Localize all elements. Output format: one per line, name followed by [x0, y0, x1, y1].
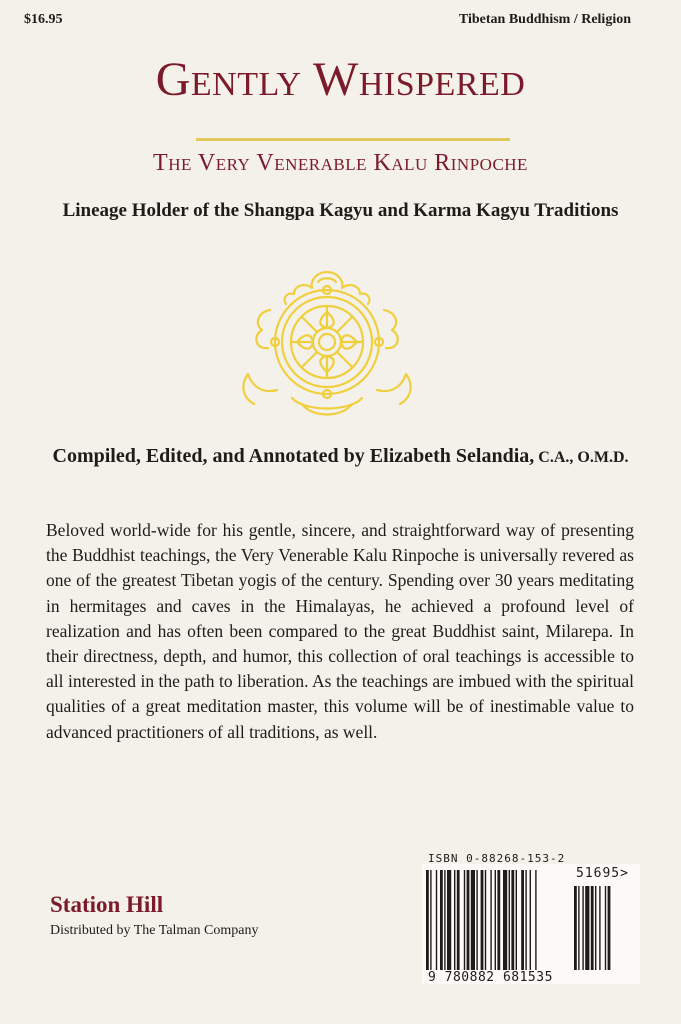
author-name: The Very Venerable Kalu Rinpoche [153, 150, 528, 176]
publisher-name: Station Hill [50, 892, 164, 917]
distributor-line: Distributed by The Talman Company [50, 923, 259, 938]
compiled-by-credit [0, 445, 681, 468]
price-addon-digits: 51695> [576, 866, 629, 881]
compiled-by-text: Compiled, Edited, and Annotated by Elizabeth Selandia, [52, 445, 535, 467]
compiler-credentials: C.A., O.M.D. [534, 449, 629, 466]
title-underline [196, 138, 510, 141]
dharma-wheel-icon [232, 262, 422, 422]
book-description: Beloved world-wide for his gentle, sincere, and straightforward way of presenting the Buddhist teachings, the Very Venerable Kalu Rinpoche is universally revered as one of the greatest Tibetan yogis of the century. Spending over 30 years meditating in hermitages and caves in the Himalayas, he achieved a profound level of realization and has often been compared to the great Buddhist saint, Milarepa. In their directness, depth, and humor, this collection of oral teachings is accessible to all interested in the path to liberation. As the teachings are imbued with the spiritual qualities of a great meditation master, this volume will be of inestimable value to advanced practitioners of all traditions, as well. [46, 520, 634, 742]
barcode [426, 866, 636, 970]
ean-digits: 9 780882 681535 [428, 970, 553, 985]
price-label: $16.95 [24, 12, 63, 27]
book-title: Gently Whispered [155, 53, 526, 106]
isbn-label: ISBN 0-88268-153-2 [428, 852, 566, 865]
lineage-subtitle: Lineage Holder of the Shangpa Kagyu and Karma Kagyu Traditions [62, 200, 619, 221]
category-label: Tibetan Buddhism / Religion [458, 12, 631, 27]
